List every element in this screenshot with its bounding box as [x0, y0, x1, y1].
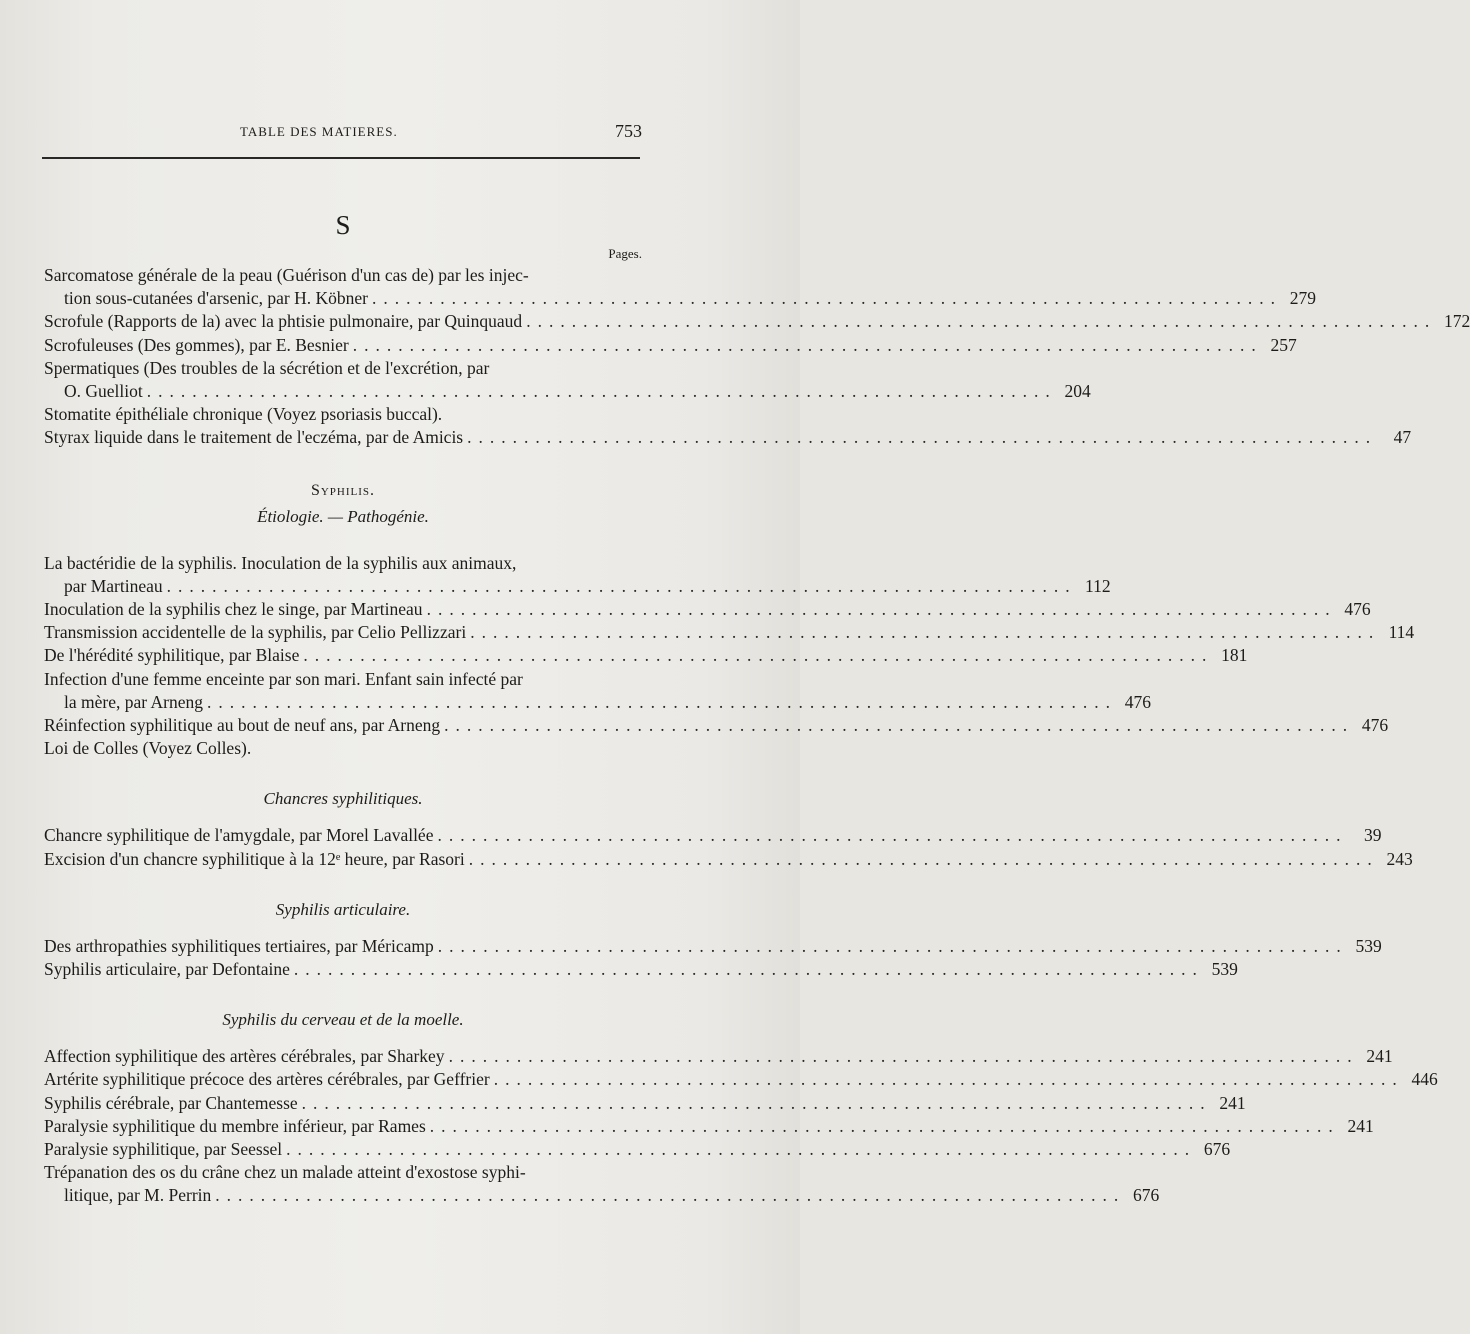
- entry-text: Artérite syphilitique précoce des artères cérébrales, par Geffrier: [44, 1069, 490, 1090]
- entry-line: [44, 1092, 1246, 1115]
- entry-page-number: 476: [1344, 599, 1371, 620]
- entry-line: [44, 848, 1413, 871]
- entry-page-number: 279: [1289, 288, 1316, 309]
- index-entry: [44, 1045, 1393, 1068]
- entry-text-continued: tion sous-cutanées d'arsenic, par H. Köbner: [64, 288, 368, 309]
- entry-text: Réinfection syphilitique au bout de neuf ans, par Arneng: [44, 715, 441, 736]
- entry-text: Trépanation des os du crâne chez un malade atteint d'exostose syphi-: [44, 1162, 526, 1183]
- entry-text-continued: O. Guelliot: [64, 381, 143, 402]
- entry-page-number: 241: [1366, 1046, 1393, 1067]
- syphilis-subsections: [44, 506, 1438, 1208]
- entry-line: [44, 1068, 1438, 1091]
- dot-leader: ................................................................................: [303, 645, 1214, 666]
- entry-last-line: [44, 287, 1316, 310]
- index-entry: [44, 1092, 1246, 1115]
- dot-leader: ................................................................................: [437, 825, 1348, 846]
- entry-page-number: 676: [1133, 1185, 1160, 1206]
- entry-line: [44, 426, 1412, 449]
- index-entry: [44, 598, 1371, 621]
- entry-line: [44, 621, 1415, 644]
- entry-line: [44, 1045, 1393, 1068]
- index-entry: [44, 310, 1470, 333]
- entry-line: [44, 403, 642, 426]
- entry-text: Sarcomatose générale de la peau (Guérison d'un cas de) par les injec-: [44, 265, 529, 285]
- dot-leader: ................................................................................: [444, 715, 1355, 736]
- dot-leader: ................................................................................: [352, 334, 1263, 355]
- entry-text: Spermatiques (Des troubles de la sécrétion et de l'excrétion, par: [44, 357, 490, 378]
- entry-text: Affection syphilitique des artères cérébrales, par Sharkey: [44, 1046, 445, 1067]
- entries-letter-s: [44, 264, 1470, 450]
- entry-page-number: 257: [1270, 334, 1297, 355]
- entry-line: [44, 310, 1470, 333]
- entry-page-number: 204: [1064, 381, 1091, 402]
- index-entry: [44, 714, 1389, 737]
- entry-last-line: [44, 1184, 1160, 1207]
- entry-page-number: 476: [1361, 715, 1389, 736]
- entry-text: Loi de Colles (Voyez Colles).: [44, 738, 252, 759]
- subsection-title: Syphilis du cerveau et de la moelle.: [222, 1010, 464, 1030]
- dot-leader: ................................................................................: [301, 1092, 1212, 1113]
- entry-line: [44, 334, 1297, 357]
- dot-leader: ................................................................................: [286, 1139, 1197, 1160]
- subsection-title: Syphilis articulaire.: [275, 899, 411, 919]
- entry-text: Chancre syphilitique de l'amygdale, par Morel Lavallée: [44, 825, 434, 846]
- index-entry: [44, 935, 1382, 958]
- index-entry: [44, 403, 642, 426]
- dot-leader: ................................................................................: [293, 959, 1204, 980]
- entry-line: [44, 935, 1382, 958]
- entry-line: [44, 1138, 1231, 1161]
- entry-text: Infection d'une femme enceinte par son mari. Enfant sain infecté par: [44, 668, 523, 689]
- index-entry: [44, 621, 1415, 644]
- entry-page-number: 172: [1443, 311, 1470, 332]
- entry-text: Scrofule (Rapports de la) avec la phtisie pulmonaire, par Quinquaud: [44, 311, 523, 332]
- entry-line: [44, 644, 1248, 667]
- subsection-title: Étiologie. — Pathogénie.: [257, 506, 429, 526]
- entry-line: [44, 598, 1371, 621]
- entry-text: Syphilis articulaire, par Defontaine: [44, 959, 290, 980]
- index-entry: [44, 357, 1091, 403]
- dot-leader: ................................................................................: [470, 622, 1381, 643]
- entry-page-number: 114: [1388, 622, 1415, 643]
- entry-page-number: 243: [1386, 848, 1413, 869]
- dot-leader: ................................................................................: [437, 935, 1348, 956]
- dot-leader: ................................................................................: [493, 1069, 1404, 1090]
- index-entry: [44, 334, 1297, 357]
- index-entry: [44, 1161, 1160, 1207]
- entry-text: Excision d'un chancre syphilitique à la 12ᵉ heure, par Rasori: [44, 848, 465, 869]
- entry-page-number: 181: [1221, 645, 1248, 666]
- index-letter: S: [335, 210, 351, 240]
- entry-text: Syphilis cérébrale, par Chantemesse: [44, 1092, 298, 1113]
- entry-text-continued: par Martineau: [64, 575, 163, 596]
- index-entry: [44, 824, 1382, 847]
- page-number: 753: [615, 121, 642, 141]
- entry-page-number: 112: [1085, 575, 1111, 596]
- index-entry: [44, 1138, 1231, 1161]
- running-title: TABLE DES MATIERES.: [240, 124, 398, 139]
- dot-leader: ................................................................................: [526, 311, 1437, 332]
- index-entry: [44, 552, 1111, 598]
- entry-line: [44, 737, 642, 760]
- entry-text: De l'hérédité syphilitique, par Blaise: [44, 645, 300, 666]
- dot-leader: ................................................................................: [426, 599, 1337, 620]
- index-entry: [44, 668, 1151, 714]
- index-entry: [44, 737, 642, 760]
- entry-text: Transmission accidentelle de la syphilis, par Celio Pellizzari: [44, 622, 467, 643]
- pages-column-label: Pages.: [608, 246, 642, 261]
- entry-page-number: 39: [1363, 825, 1382, 846]
- entry-text: Stomatite épithéliale chronique (Voyez psoriasis buccal).: [44, 404, 443, 425]
- entry-page-number: 539: [1355, 935, 1382, 956]
- entry-line: [44, 824, 1382, 847]
- subsection-title: Chancres syphilitiques.: [263, 789, 423, 809]
- entry-page-number: 539: [1211, 959, 1238, 980]
- dot-leader: ................................................................................: [166, 575, 1077, 596]
- entry-last-line: [44, 575, 1111, 598]
- entry-text: Paralysie syphilitique du membre inférieur, par Rames: [44, 1115, 426, 1136]
- index-entry: [44, 1068, 1438, 1091]
- dot-leader: ................................................................................: [371, 288, 1282, 309]
- entry-text: La bactéridie de la syphilis. Inoculation de la syphilis aux animaux,: [44, 552, 517, 573]
- entry-text: Inoculation de la syphilis chez le singe, par Martineau: [44, 599, 423, 620]
- dot-leader: ................................................................................: [468, 848, 1379, 869]
- page-header: [42, 121, 642, 148]
- entry-last-line: [44, 691, 1151, 714]
- entry-last-line: [44, 380, 1091, 403]
- entry-page-number: 676: [1203, 1139, 1231, 1160]
- entry-line: [44, 714, 1389, 737]
- dot-leader: ................................................................................: [467, 427, 1378, 448]
- index-entry: [44, 958, 1238, 981]
- index-entry: [44, 1115, 1374, 1138]
- header-rule: [42, 157, 640, 159]
- section-title: Syphilis.: [310, 481, 376, 499]
- entry-text: Paralysie syphilitique, par Seessel: [44, 1139, 283, 1160]
- dot-leader: ................................................................................: [448, 1046, 1359, 1067]
- index-entry: [44, 644, 1248, 667]
- index-content: [44, 208, 1470, 1208]
- entry-line: [44, 958, 1238, 981]
- dot-leader: ................................................................................: [429, 1115, 1340, 1136]
- index-entry: [44, 264, 1316, 310]
- entry-page-number: 446: [1411, 1069, 1438, 1090]
- entry-page-number: 47: [1393, 427, 1412, 448]
- entry-text: Des arthropathies syphilitiques tertiaires, par Méricamp: [44, 935, 434, 956]
- dot-leader: ................................................................................: [146, 381, 1057, 402]
- entry-page-number: 241: [1347, 1115, 1374, 1136]
- entry-page-number: 476: [1124, 691, 1151, 712]
- entry-line: [44, 1115, 1374, 1138]
- entry-text-continued: litique, par M. Perrin: [64, 1185, 212, 1206]
- dot-leader: ................................................................................: [206, 691, 1117, 712]
- entry-page-number: 241: [1219, 1092, 1246, 1113]
- index-entry: [44, 426, 1412, 449]
- entry-text: Scrofuleuses (Des gommes), par E. Besnier: [44, 334, 349, 355]
- entry-text: Styrax liquide dans le traitement de l'eczéma, par de Amicis: [44, 427, 464, 448]
- index-entry: [44, 848, 1413, 871]
- entry-text-continued: la mère, par Arneng: [64, 691, 203, 712]
- dot-leader: ................................................................................: [215, 1185, 1126, 1206]
